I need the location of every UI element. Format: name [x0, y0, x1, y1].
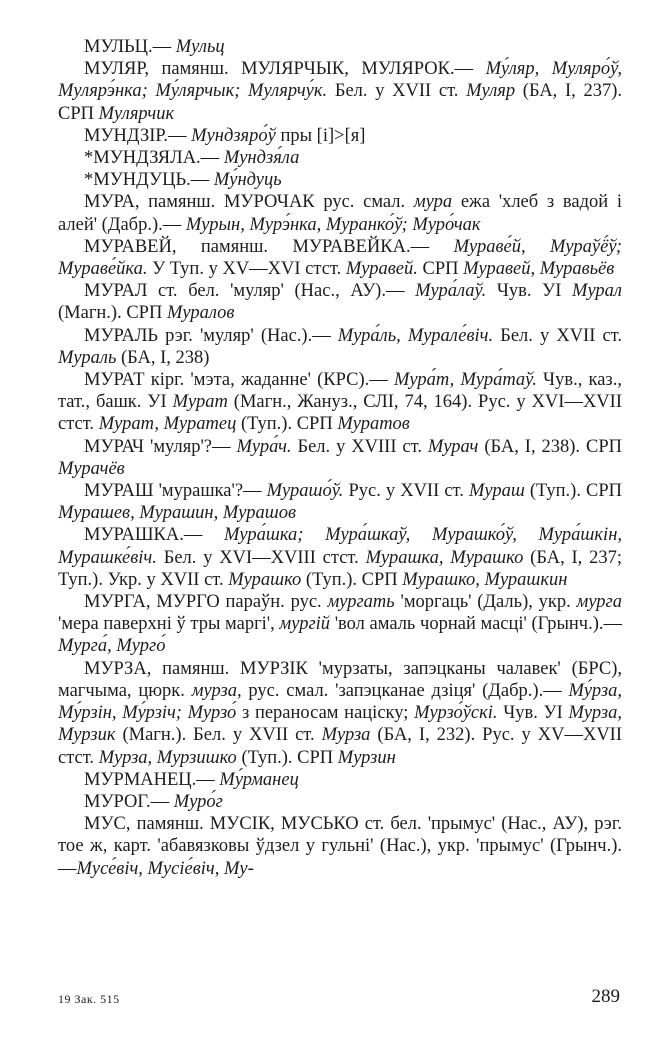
entry-italic-text: Мура́лаў. [415, 281, 487, 302]
dictionary-entry [58, 791, 622, 813]
entry-italic-text: Мурашев, Мурашин, Мурашов [58, 503, 296, 524]
entry-italic-text: Мурашка, Мурашко [365, 547, 524, 568]
entry-text: (БА, I, 238). СРП [478, 436, 622, 457]
entry-text: рус. смал. 'запэцканае дзіця' (Дабр.).— [241, 680, 569, 701]
entry-italic-text: Мурат, Муратец [98, 414, 237, 435]
entry-italic-text: Мурачёв [58, 458, 125, 479]
entry-italic-text: Му́ндуць [213, 170, 282, 191]
entry-text: 'вол амаль чорнай масці' (Грынч.).— [330, 614, 622, 635]
entry-text: МУНДЗІР.— [84, 125, 192, 146]
entry-italic-text: Мурза [321, 725, 371, 746]
entry-text: пры [і]>[я] [275, 125, 366, 146]
dictionary-entry [58, 325, 622, 369]
entry-italic-text: Му́ляр, Муляро́ў, Мулярэ́нка; Му́лярчык; Мулярчу́к. [58, 59, 622, 102]
page-footer [58, 986, 622, 1010]
entry-text: (Туп.). СРП [236, 747, 338, 768]
dictionary-entry [58, 436, 622, 480]
entry-italic-text: Мурашо́ў. [266, 481, 344, 502]
entry-italic-text: Мундзяро́ў [191, 125, 276, 146]
entry-text: МУРАВЕЙ, памянш. МУРАВЕЙКА.— [84, 236, 454, 257]
entry-text: (БА, I, 237; Туп.). Укр. у XVII ст. [58, 547, 623, 590]
entry-text: МУРАШКА.— [84, 525, 224, 546]
entry-italic-text: Муляр [466, 81, 516, 102]
dictionary-entry [58, 524, 622, 591]
entry-text: (Туп.). СРП [524, 481, 623, 502]
entry-text: з пераносам націску; [236, 703, 415, 724]
entry-text: Чув. УІ [497, 703, 569, 724]
entry-italic-text: Мураш [468, 481, 525, 502]
entry-italic-text: Мурза, Мурзишко [98, 747, 237, 768]
entry-text: Чув. УІ [486, 281, 573, 302]
entry-italic-text: Муравей, Муравьёв [463, 259, 615, 280]
dictionary-entry [58, 58, 622, 125]
dictionary-entry [58, 191, 622, 235]
entry-text: МУРАЛ ст. бел. 'муляр' (Нас., АУ).— [84, 281, 416, 302]
entry-italic-text: Мурзин [337, 747, 396, 768]
dictionary-entry [58, 125, 622, 147]
entry-italic-text: мургать [327, 592, 395, 613]
entry-italic-text: Муратов [337, 414, 410, 435]
entry-italic-text: Мундзя́ла [223, 148, 300, 169]
dictionary-entry [58, 169, 622, 191]
entry-text: *МУНДУЦЬ.— [84, 170, 214, 191]
entry-text: Бел. у XVII ст. [493, 325, 622, 346]
entry-text: МУРОГ.— [84, 791, 174, 812]
entry-italic-text: Мурга́, Мурго́ [58, 636, 166, 657]
entry-italic-text: Мурал [572, 281, 622, 302]
dictionary-entry [58, 369, 622, 436]
entry-italic-text: Мурзо́ўскі. [414, 703, 498, 724]
entry-italic-text: мурза, [191, 680, 242, 701]
entry-text: МУРАЛЬ рэг. 'муляр' (Нас.).— [84, 325, 338, 346]
entry-italic-text: Мурашко, Мурашкин [402, 569, 568, 590]
entry-text: (Магн., Жануз., СЛІ, 74, 164). Рус. у XVI—XVII стст. [58, 392, 622, 435]
entry-italic-text: Муравей. [345, 259, 418, 280]
entry-text: У Туп. у XV—XVI стст. [147, 259, 346, 280]
entry-text: (Магн.). СРП [58, 303, 167, 324]
entry-text: (Туп.). СРП [301, 569, 403, 590]
entry-text: (БА, I, 237). СРП [58, 81, 622, 124]
entry-italic-text: Му́рманец [219, 769, 299, 790]
entry-text: МУРАШ 'мурашка'?— [84, 481, 267, 502]
entry-text: Бел. у XVI—XVIII стст. [156, 547, 366, 568]
dictionary-entry [58, 480, 622, 524]
dictionary-entry [58, 36, 622, 58]
entry-italic-text: Мульц [175, 37, 225, 57]
entry-italic-text: Мурын, Мурэ́нка, Муранко́ў; Муро́чак [185, 214, 481, 235]
entry-text: (БА, I, 238) [116, 347, 210, 368]
entry-text: МУЛЬЦ.— [84, 37, 176, 57]
entry-italic-text: Мураль [58, 347, 117, 368]
entry-italic-text: мургій [279, 614, 331, 635]
entry-italic-text: Мурашко [228, 569, 302, 590]
entry-italic-text: Мура́шка; Мура́шкаў, Мурашко́ў, Мура́шкін, Мурашке́віч. [58, 525, 622, 568]
entry-italic-text: Мура́ч. [236, 436, 292, 457]
entry-italic-text: Муро́г [173, 791, 223, 812]
entry-italic-text: Мурза, Мурзик [58, 703, 622, 746]
entry-italic-text: Му́рза, Му́рзін, Му́рзіч; Мурзо́ [58, 680, 622, 724]
entry-text: (Туп.). СРП [236, 414, 338, 435]
entry-italic-text: Мурач [427, 436, 479, 457]
entry-text: (БА, I, 232). Рус. у XV—XVII стст. [58, 725, 622, 768]
entry-italic-text: мурга [576, 592, 623, 613]
dictionary-page [58, 36, 622, 880]
entry-text: (Магн.). Бел. у XVII ст. [115, 725, 322, 746]
dictionary-entry [58, 769, 622, 791]
entry-text: МУЛЯР, памянш. МУЛЯРЧЫК, МУЛЯРОК.— [84, 59, 486, 80]
entry-italic-text: Мура́т, Мура́таў. [393, 370, 537, 391]
dictionary-entry [58, 236, 622, 280]
entry-text: МУРАЧ 'муляр'?— [84, 436, 237, 457]
entry-text: ежа 'хлеб з вадой і алей' (Дабр.).— [58, 192, 622, 235]
entry-text: Чув., каз., тат., башк. УІ [58, 370, 622, 413]
entry-text: Бел. у XVIII ст. [291, 436, 428, 457]
entry-text: МУРЗА, памянш. МУРЗІК 'мурзаты, запэцканы чалавек' (БРС), магчыма, цюрк. [58, 658, 622, 701]
dictionary-entry [58, 591, 622, 658]
entry-italic-text: Мусе́віч, Мусіе́віч, Му- [76, 858, 254, 879]
page-number: 289 [591, 986, 620, 1007]
entry-text: МУРМАНЕЦ.— [84, 769, 220, 790]
entry-text: СРП [417, 259, 464, 280]
entry-text: МУС, памянш. МУСІК, МУСЬКО ст. бел. 'прымус' (Нас., АУ), рэг. тое ж, карт. 'абавязковы ўдзел у гульні' (Нас.), укр. 'прымус' (Грынч.).— [58, 814, 622, 879]
entry-text: Рус. у XVII ст. [343, 481, 469, 502]
entry-italic-text: Мураве́й, Мураўё́ў; Мураве́йка. [58, 236, 622, 280]
entry-italic-text: Мура́ль, Мурале́віч. [337, 325, 494, 346]
entry-text: МУРА, памянш. МУРОЧАК рус. смал. [84, 192, 414, 213]
entry-text: МУРГА, МУРГО параўн. рус. [84, 592, 328, 613]
entry-text: 'мера паверхні ў тры маргі', [58, 614, 280, 635]
print-signature: 19 Зак. 515 [58, 992, 120, 1006]
entry-italic-text: Мулярчик [98, 103, 175, 124]
entry-italic-text: Муралов [166, 303, 235, 324]
entry-text: 'моргаць' (Даль), укр. [394, 592, 577, 613]
dictionary-entry [58, 280, 622, 324]
entry-text: Бел. у XVII ст. [327, 81, 467, 102]
entry-italic-text: мура [413, 192, 453, 213]
dictionary-entry [58, 658, 622, 769]
entry-text: *МУНДЗЯЛА.— [84, 148, 224, 169]
entry-italic-text: Мурат [172, 392, 228, 413]
dictionary-entry [58, 813, 622, 880]
entry-text: МУРАТ кірг. 'мэта, жаданне' (КРС).— [84, 370, 394, 391]
dictionary-entry [58, 147, 622, 169]
